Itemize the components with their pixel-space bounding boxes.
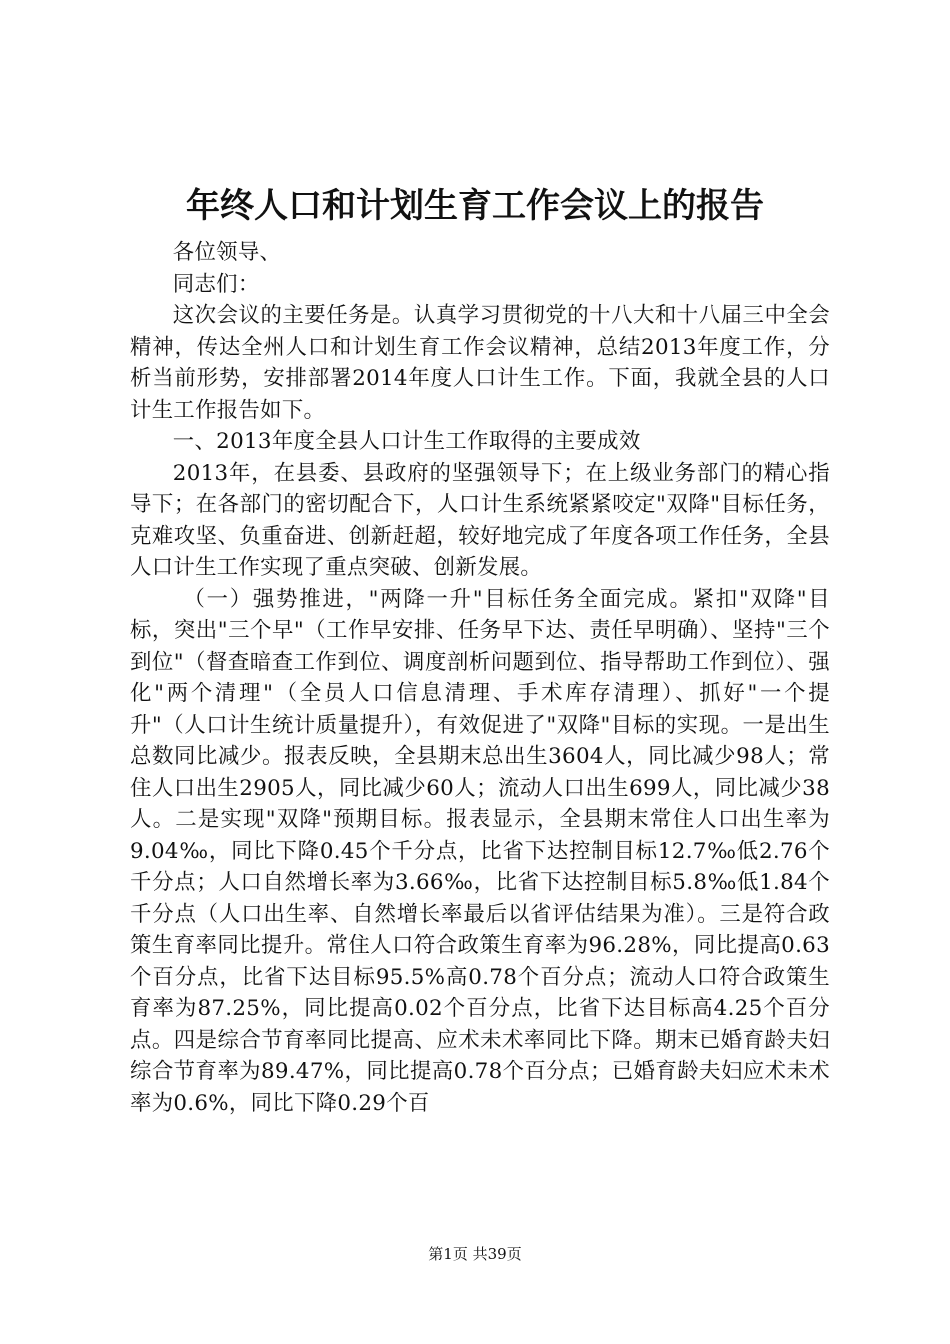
salutation-comrades: 同志们： [172,271,260,297]
document-body [130,237,830,1119]
page-footer: 第1页 共39页 [428,1245,522,1263]
paragraph-subsection-1: （一）强势推进，"两降一升"目标任务全面完成。紧扣"双降"目标，突出"三个早"（工作早安排、任务早下达、责任早明确）、坚持"三个到位"（督查暗查工作到位、调度剖析问题到位、指导帮助工作到位）、强化"两个清理"（全员人口信息清理、手术库存清理）、抓好"一个提升"（人口计生统计质量提升），有效促进了"双降"目标的实现。一是出生总数同比减少。报表反映，全县期末总出生3604人，同比减少98人；常住人口出生2905人，同比减少60人；流动人口出生699人，同比减少38人。二是实现"双降"预期目标。报表显示，全县期末常住人口出生率为9.04‰，同比下降0.45个千分点，比省下达控制目标12.7‰低2.76个千分点；人口自然增长率为3.66‰，比省下达控制目标5.8‰低1.84个千分点（人口出生率、自然增长率最后以省评估结果为准）。三是符合政策生育率同比提升。常住人口符合政策生育率为96.28%，同比提高0.63个百分点，比省下达目标95.5%高0.78个百分点；流动人口符合政策生育率为87.25%，同比提高0.02个百分点，比省下达目标高4.25个百分点。四是综合节育率同比提高、应术未术率同比下降。期末已婚育龄夫妇综合节育率为89.47%，同比提高0.78个百分点；已婚育龄夫妇应术未术率为0.6%，同比下降0.29个百 [130,586,830,1116]
paragraph-intro: 这次会议的主要任务是。认真学习贯彻党的十八大和十八届三中全会精神，传达全州人口和计划生育工作会议精神，总结2013年度工作，分析当前形势，安排部署2014年度人口计生工作。下面，我就全县的人口计生工作报告如下。 [130,303,830,423]
document-title: 年终人口和计划生育工作会议上的报告 [186,186,764,226]
paragraph-summary-2013: 2013年，在县委、县政府的坚强领导下；在上级业务部门的精心指导下；在各部门的密切配合下，人口计生系统紧紧咬定"双降"目标任务，克难攻坚、负重奋进、创新赶超，较好地完成了年度各项工作任务，全县人口计生工作实现了重点突破、创新发展。 [130,460,830,580]
salutation-leaders: 各位领导、 [172,240,282,265]
section-heading-1: 一、2013年度全县人口计生工作取得的主要成效 [172,429,641,454]
